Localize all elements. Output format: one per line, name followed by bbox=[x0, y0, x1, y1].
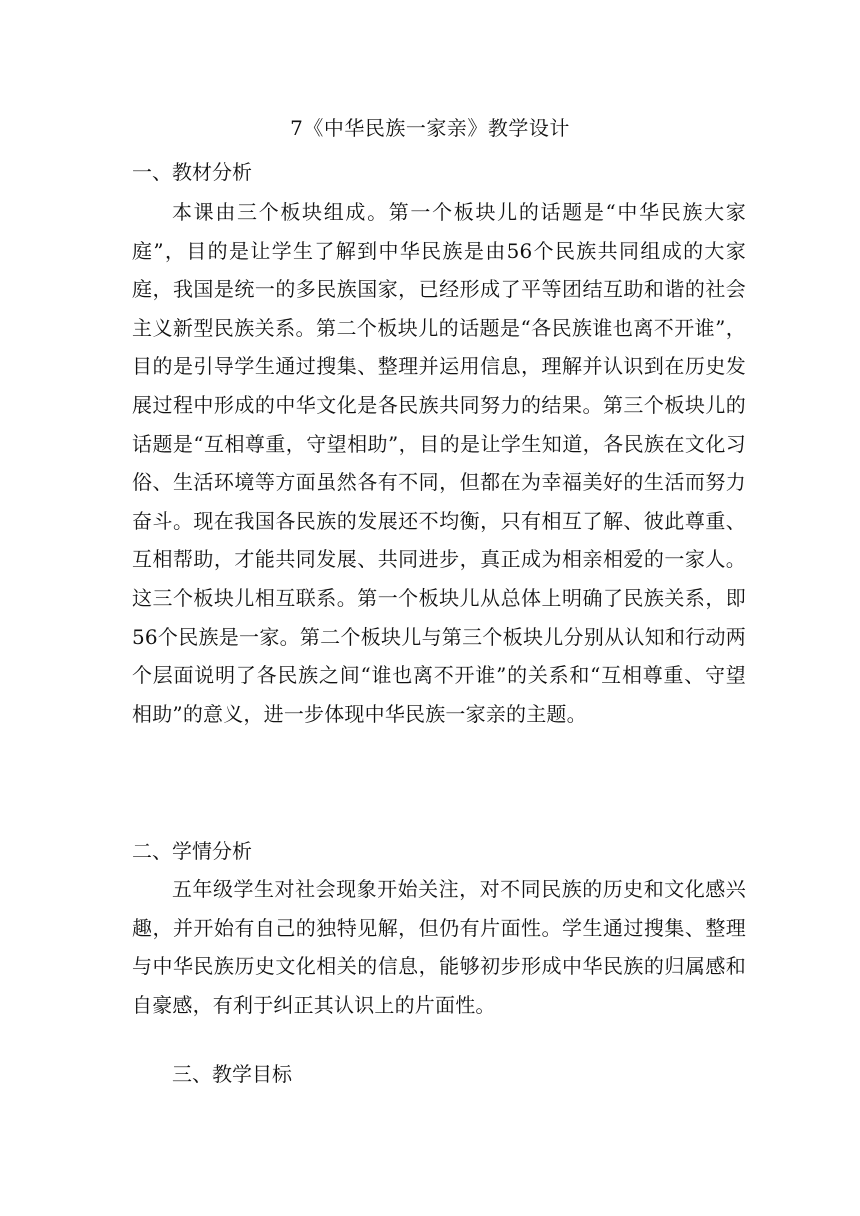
section-paragraph-textbook-analysis: 本课由三个板块组成。第一个板块儿的话题是“中华民族大家庭”，目的是让学生了解到中华民族是由56个民族共同组成的大家庭，我国是统一的多民族国家，已经形成了平等团结互助和谐的社会主义新型民族关系。第二个板块儿的话题是“各民族谁也离不开谁”，目的是引导学生通过搜集、整理并运用信息，理解并认识到在历史发展过程中形成的中华文化是各民族共同努力的结果。第三个板块儿的话题是“互相尊重，守望相助”，目的是让学生知道，各民族在文化习俗、生活环境等方面虽然各有不同，但都在为幸福美好的生活而努力奋斗。现在我国各民族的发展还不均衡，只有相互了解、彼此尊重、互相帮助，才能共同发展、共同进步，真正成为相亲相爱的一家人。这三个板块儿相互联系。第一个板块儿从总体上明确了民族关系，即56个民族是一家。第二个板块儿与第三个板块儿分别从认知和行动两个层面说明了各民族之间“谁也离不开谁”的关系和“互相尊重、守望相助”的意义，进一步体现中华民族一家亲的主题。 bbox=[132, 200, 746, 726]
section-heading-teaching-goals: 三、教学目标 bbox=[172, 1062, 292, 1086]
section-paragraph-student-analysis: 五年级学生对社会现象开始关注，对不同民族的历史和文化感兴趣，并开始有自己的独特见解，但仍有片面性。学生通过搜集、整理与中华民族历史文化相关的信息，能够初步形成中华民族的归属感和自豪感，有利于纠正其认识上的片面性。 bbox=[132, 877, 746, 1017]
document-title: 7《中华民族一家亲》教学设计 bbox=[290, 116, 570, 140]
section-heading-student-analysis: 二、学情分析 bbox=[132, 839, 252, 863]
section-heading-textbook-analysis: 一、教材分析 bbox=[132, 160, 252, 184]
